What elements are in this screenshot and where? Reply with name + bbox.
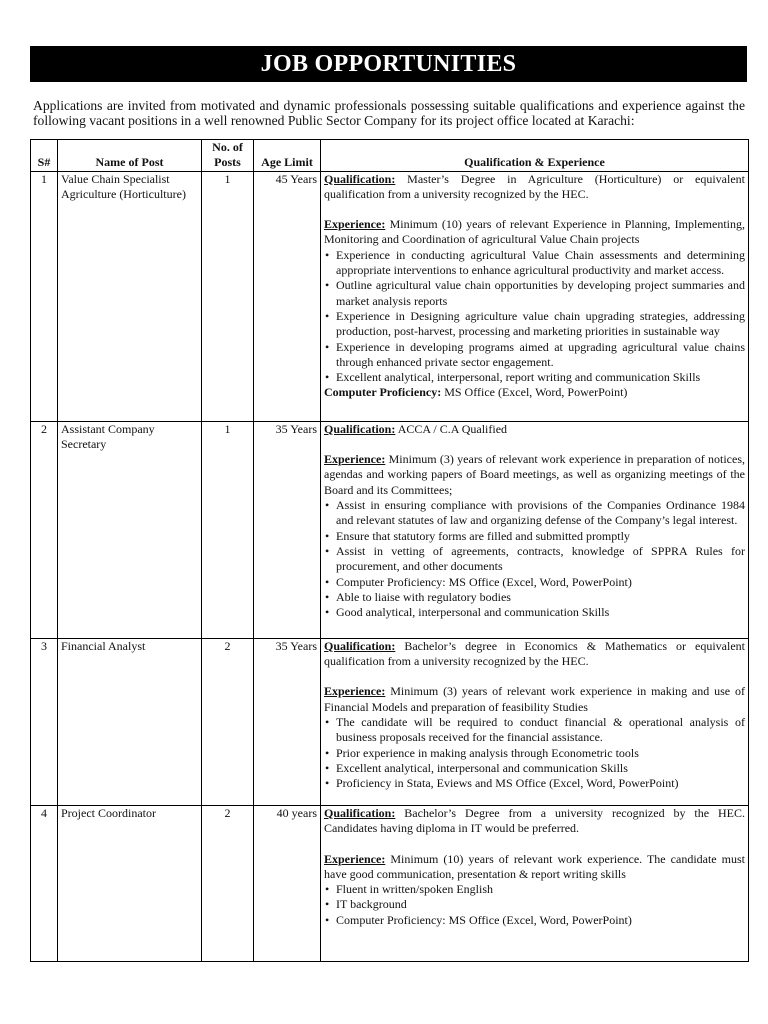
- row-post: Project Coordinator: [58, 806, 202, 962]
- experience-label: Experience:: [324, 452, 386, 467]
- experience-bullet-list: [324, 498, 745, 620]
- row-qualification-experience: [321, 806, 749, 962]
- row-qualification-experience: [321, 171, 749, 421]
- list-item: • Experience in conducting agricultural Value Chain assessments and determining appropriate interventions to enhance agricultural productivity and market access.: [324, 248, 745, 279]
- row-posts: 2: [202, 638, 254, 805]
- row-post: Value Chain Specialist Agriculture (Horticulture): [58, 171, 202, 421]
- computer-proficiency-value: MS Office (Excel, Word, PowerPoint): [444, 385, 628, 400]
- table-row: [31, 806, 749, 962]
- qualification-value: ACCA / C.A Qualified: [397, 421, 508, 436]
- list-item: • Outline agricultural value chain opportunities by developing project summaries and market analysis reports: [324, 278, 745, 309]
- header-age: Age Limit: [254, 140, 321, 172]
- experience-bullet-list: [324, 248, 745, 386]
- list-item: • Computer Proficiency: MS Office (Excel, Word, PowerPoint): [324, 575, 745, 590]
- experience-value: Minimum (3) years of relevant work experience in preparation of notices, agendas and working papers of Board meetings, as well as organizing meetings of the Board and its Committees;: [324, 452, 746, 497]
- list-item: • Assist in vetting of agreements, contracts, knowledge of SPPRA Rules for procurement, and other documents: [324, 544, 745, 575]
- qualification-label: Qualification:: [324, 421, 396, 436]
- experience-label: Experience:: [324, 684, 386, 699]
- list-item: • Experience in Designing agriculture value chain upgrading strategies, addressing production, post-harvest, processing and marketing priorities in sustainable way: [324, 309, 745, 340]
- row-sn: 2: [31, 421, 58, 638]
- row-age: 35 Years: [254, 421, 321, 638]
- list-item: • Ensure that statutory forms are filled and submitted promptly: [324, 529, 745, 544]
- computer-proficiency-label: Computer Proficiency:: [324, 385, 442, 400]
- row-qualification-experience: [321, 421, 749, 638]
- list-item: • Prior experience in making analysis through Econometric tools: [324, 746, 745, 761]
- row-age: 35 Years: [254, 638, 321, 805]
- row-qualification-experience: [321, 638, 749, 805]
- table-row: [31, 421, 749, 638]
- header-post: Name of Post: [58, 140, 202, 172]
- qualification-text: [324, 806, 745, 837]
- qualification-label: Qualification:: [324, 638, 396, 653]
- qualification-value: Bachelor’s Degree from a university recognized by the HEC. Candidates having diploma in IT would be preferred.: [324, 806, 746, 836]
- experience-text: [324, 684, 745, 715]
- header-qual: Qualification & Experience: [321, 140, 749, 172]
- qualification-value: Bachelor’s degree in Economics & Mathematics or equivalent qualification from a university recognized by the HEC.: [324, 638, 745, 669]
- row-age: 40 years: [254, 806, 321, 962]
- experience-label: Experience:: [324, 217, 386, 232]
- experience-text: [324, 852, 745, 883]
- table-row: [31, 171, 749, 421]
- experience-bullet-list: [324, 715, 745, 791]
- row-post: Assistant Company Secretary: [58, 421, 202, 638]
- row-sn: 4: [31, 806, 58, 962]
- list-item: • Able to liaise with regulatory bodies: [324, 590, 745, 605]
- row-sn: 3: [31, 638, 58, 805]
- list-item: • Fluent in written/spoken English: [324, 882, 745, 897]
- list-item: • Excellent analytical, interpersonal and communication Skills: [324, 761, 745, 776]
- list-item: • Computer Proficiency: MS Office (Excel, Word, PowerPoint): [324, 913, 745, 928]
- list-item: • Good analytical, interpersonal and communication Skills: [324, 605, 745, 620]
- list-item: • Excellent analytical, interpersonal, report writing and communication Skills: [324, 370, 745, 385]
- experience-label: Experience:: [324, 851, 386, 866]
- row-posts: 1: [202, 171, 254, 421]
- experience-bullet-list: [324, 882, 745, 928]
- qualification-text: [324, 172, 745, 203]
- list-item: • Proficiency in Stata, Eviews and MS Office (Excel, Word, PowerPoint): [324, 776, 745, 791]
- qualification-label: Qualification:: [324, 171, 396, 186]
- job-table: [30, 139, 749, 962]
- qualification-value: Master’s Degree in Agriculture (Horticulture) or equivalent qualification from a university recognized by the HEC.: [324, 171, 746, 201]
- qualification-label: Qualification:: [324, 806, 396, 820]
- experience-text: [324, 452, 745, 498]
- table-header-row: [31, 140, 749, 172]
- row-posts: 2: [202, 806, 254, 962]
- list-item: • IT background: [324, 897, 745, 912]
- list-item: • Assist in ensuring compliance with provisions of the Companies Ordinance 1984 and relevant statutes of law and organizing defense of the Company’s legal interest.: [324, 498, 745, 529]
- row-age: 45 Years: [254, 171, 321, 421]
- computer-proficiency-text: [324, 385, 745, 400]
- row-post: Financial Analyst: [58, 638, 202, 805]
- list-item: • Experience in developing programs aimed at upgrading agricultural value chains through enhanced private sector engagement.: [324, 340, 745, 371]
- experience-value: Minimum (10) years of relevant work experience. The candidate must have good communication, presentation & report writing skills: [324, 851, 746, 881]
- header-sn: S#: [31, 140, 58, 172]
- experience-value: Minimum (3) years of relevant work experience in making and use of Financial Models and preparation of feasibility Studies: [324, 684, 745, 714]
- table-row: [31, 638, 749, 805]
- header-posts: No. of Posts: [202, 140, 254, 172]
- page-title-banner: JOB OPPORTUNITIES: [30, 46, 747, 82]
- qualification-text: [324, 639, 745, 670]
- row-sn: 1: [31, 171, 58, 421]
- row-posts: 1: [202, 421, 254, 638]
- qualification-text: [324, 422, 745, 437]
- experience-value: Minimum (10) years of relevant Experience in Planning, Implementing, Monitoring and Coordination of agricultural Value Chain projects: [324, 217, 746, 247]
- intro-paragraph: Applications are invited from motivated and dynamic professionals possessing suitable qualifications and experience against the following vacant positions in a well renowned Public Sector Company for its project office located at Karachi:: [33, 97, 745, 129]
- experience-text: [324, 217, 745, 248]
- list-item: • The candidate will be required to conduct financial & operational analysis of business proposals received for the financial assistance.: [324, 715, 745, 746]
